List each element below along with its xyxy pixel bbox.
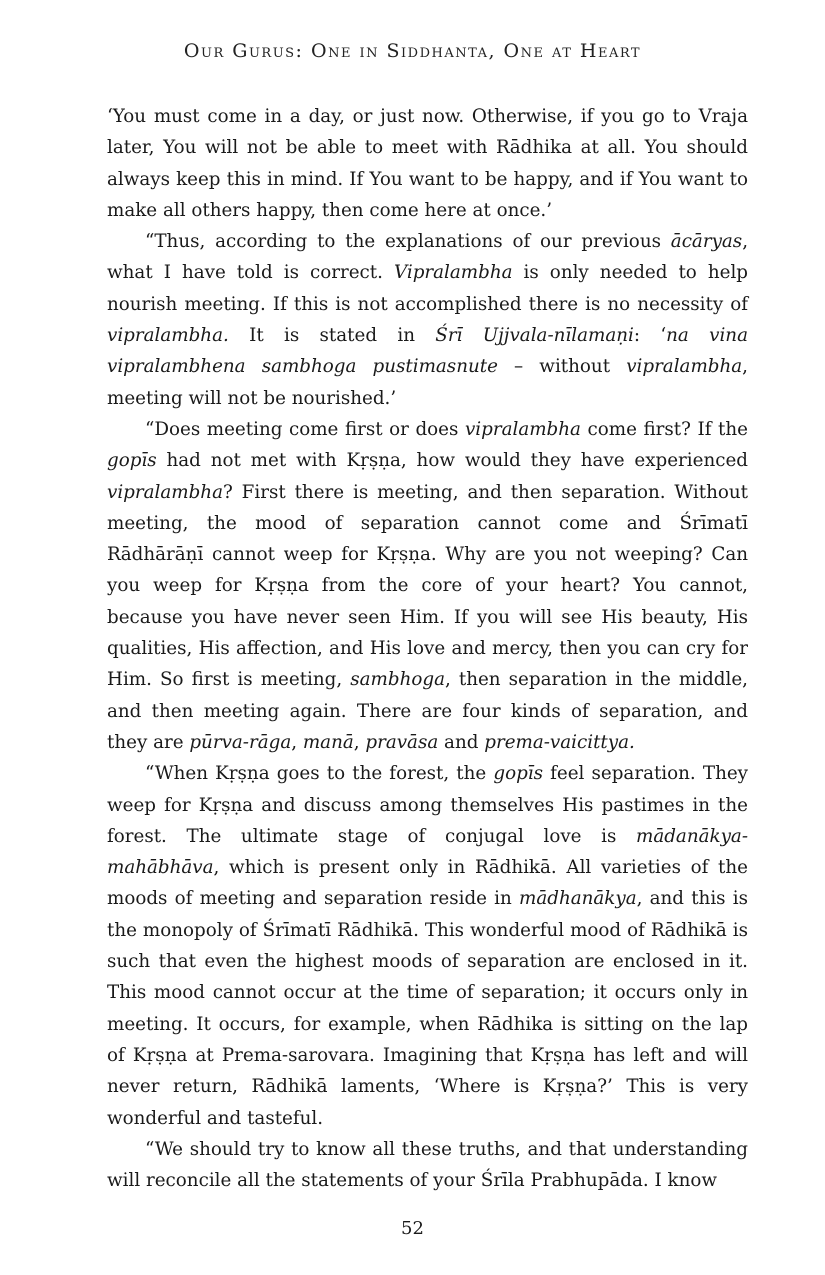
- text-run: , which is present only in Rādhikā. All varieties of the moods of meeting and separation reside in: [107, 857, 748, 910]
- paragraph-4: [107, 758, 748, 1134]
- paragraph-5: [107, 1134, 748, 1197]
- italic-title: Śrī Ujjvala-nīlamaṇi: [435, 325, 634, 347]
- italic-term: manā: [302, 731, 354, 753]
- text-run: had not met with Kṛṣṇa, how would they have experienced: [156, 450, 748, 472]
- text-run: and: [438, 731, 485, 753]
- italic-term: mādanākya-mahābhāva: [107, 825, 748, 879]
- paragraph-1: [107, 101, 748, 226]
- italic-term: vipralambha.: [107, 325, 229, 347]
- italic-quote: na vina vipralambhena sambhoga pustimasnute: [107, 325, 748, 378]
- italic-term: sambhoga: [350, 669, 445, 691]
- paragraph-2: [107, 226, 748, 414]
- text-run: is only needed to help nourish meeting. If this is not accomplished there is no necessity of: [107, 262, 748, 315]
- italic-term: vipralambha: [626, 356, 743, 378]
- text-run: , meeting will not be nourished.’: [107, 356, 748, 409]
- text-run: “Does meeting come first or does: [145, 418, 465, 440]
- text-run: ,: [291, 731, 303, 753]
- paragraph-3: [107, 414, 748, 758]
- text-run: , what I have told is correct.: [107, 231, 748, 284]
- italic-term: vipralambha: [107, 481, 223, 503]
- text-run: come first? If the: [580, 418, 748, 440]
- text-run: feel separation. They weep for Kṛṣṇa and discuss among themselves His pastimes in the forest. The ultimate stage of conjugal love is: [107, 763, 748, 847]
- text-run: , and this is the monopoly of Śrīmatī Rādhikā. This wonderful mood of Rādhikā is such that even the highest moods of separation are enclosed in it. This mood cannot occur at the time of separation; it occurs only in meeting. It occurs, for example, when Rādhika is sitting on the lap of Kṛṣṇa at Prema-sarovara. Imagining that Kṛṣṇa has left and will never return, Rādhikā laments, ‘Where is Kṛṣṇa?’ This is very wonderful and tasteful.: [107, 888, 748, 1129]
- italic-term: pūrva-rāga: [189, 731, 292, 753]
- text-run: “We should try to know all these truths, and that understanding will reconcile all the statements of your Śrīla Prabhupāda. I know: [107, 1138, 748, 1192]
- text-run: “When Kṛṣṇa goes to the forest, the: [145, 763, 494, 785]
- text-run: – without: [497, 356, 627, 378]
- italic-term: ācāryas: [670, 231, 743, 253]
- text-run: “Thus, according to the explanations of our previous: [145, 231, 671, 253]
- italic-term: mādhanākya: [519, 888, 637, 910]
- text-run: : ‘: [633, 325, 667, 347]
- italic-term: pravāsa: [365, 731, 439, 753]
- running-head: Our Gurus: One in Siddhanta, One at Heart: [183, 40, 642, 62]
- text-run: ,: [353, 731, 366, 753]
- page-number: 52: [401, 1218, 424, 1239]
- text-run: ? First there is meeting, and then separation. Without meeting, the mood of separation cannot come and Śrīmatī Rādhārāṇī cannot weep for Kṛṣṇa. Why are you not weeping? Can you weep for Kṛṣṇa from the core of your heart? You cannot, because you have never seen Him. If you will see His beauty, His qualities, His affection, and His love and mercy, then you can cry for Him. So first is meeting,: [107, 481, 748, 691]
- italic-term: Vipralambha: [393, 262, 513, 284]
- italic-term: gopīs: [107, 450, 157, 472]
- text-run: It is stated in: [228, 325, 436, 347]
- body-text: [107, 101, 748, 1196]
- italic-term: prema-vaicittya.: [484, 731, 635, 753]
- italic-term: gopīs: [493, 763, 544, 785]
- italic-term: vipralambha: [464, 418, 581, 440]
- text-run: , then separation in the middle, and then meeting again. There are four kinds of separation, and they are: [107, 669, 748, 753]
- text-run: ‘You must come in a day, or just now. Otherwise, if you go to Vraja later, You will not be able to meet with Rādhika at all. You should always keep this in mind. If You want to be happy, and if You want to make all others happy, then come here at once.’: [107, 106, 748, 221]
